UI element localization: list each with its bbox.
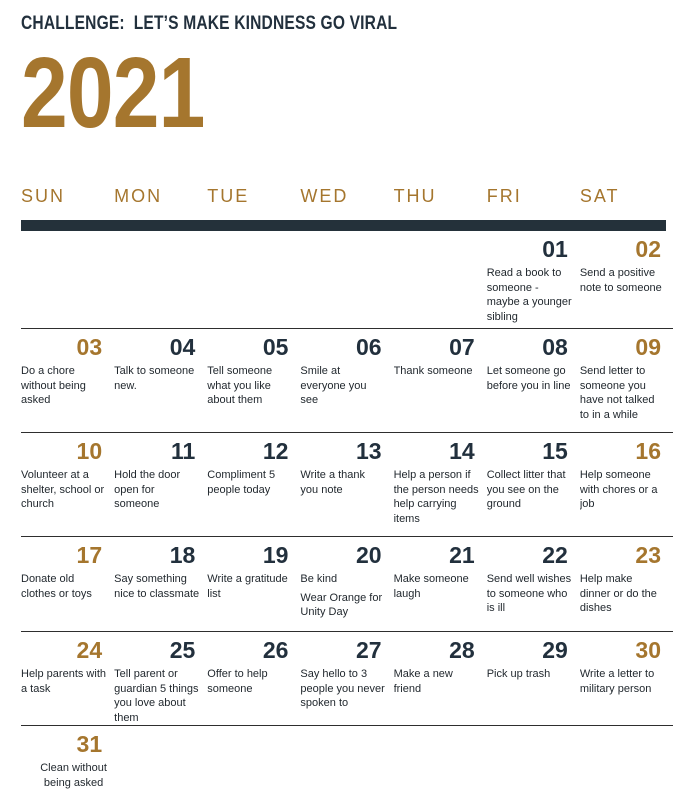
day-task — [487, 567, 580, 616]
calendar-cell — [580, 231, 673, 328]
weekday-header-fri: FRI — [486, 186, 522, 206]
day-task-text: Hold the door open for someone — [114, 469, 181, 511]
day-task-text: Offer to help someone — [207, 668, 268, 695]
day-number: 12 — [262, 438, 289, 464]
day-task — [114, 567, 207, 601]
day-task-text: Be kind — [300, 573, 338, 585]
day-number: 16 — [635, 438, 661, 464]
day-task — [300, 463, 393, 497]
calendar-cell-empty — [114, 726, 207, 807]
day-number: 26 — [262, 637, 289, 663]
calendar-cell — [394, 537, 487, 631]
page-title: CHALLENGE: LET’S MAKE KINDNESS GO VIRAL — [21, 13, 398, 34]
calendar-cell — [580, 632, 673, 725]
day-task-text: Send well wishes to someone who is ill — [486, 573, 572, 615]
day-task-text: Help someone with chores or a job — [579, 469, 658, 511]
day-number: 06 — [355, 334, 382, 360]
calendar-cell-empty — [207, 231, 300, 328]
day-number: 31 — [76, 731, 103, 758]
week-row — [21, 433, 673, 537]
day-task-text: Make someone laugh — [393, 573, 469, 600]
day-task — [487, 261, 580, 324]
day-number: 19 — [262, 542, 289, 568]
day-number: 30 — [635, 637, 661, 663]
day-task — [207, 662, 300, 696]
calendar-cell — [300, 329, 393, 432]
day-number: 28 — [449, 637, 475, 663]
day-task — [580, 463, 673, 512]
day-number: 27 — [355, 637, 382, 663]
day-task-text: Thank someone — [393, 365, 473, 377]
day-task-text: Say something nice to classmate — [114, 573, 200, 600]
calendar-cell — [21, 726, 114, 807]
day-number: 07 — [449, 334, 475, 360]
day-number: 29 — [542, 637, 568, 663]
day-number: 01 — [542, 236, 568, 262]
weekday-header-sat: SAT — [579, 186, 620, 206]
week-row — [21, 231, 673, 329]
day-task-text: Write a gratitude list — [207, 573, 288, 600]
day-task — [394, 359, 487, 379]
day-number: 18 — [169, 542, 196, 568]
calendar-cell — [114, 329, 207, 432]
day-task — [21, 756, 114, 790]
calendar-cell — [580, 433, 673, 536]
day-task-text: Send letter to someone you have not talked to in a while — [579, 365, 655, 421]
day-task — [487, 662, 580, 682]
day-task-text: Read a book to someone - maybe a younger sibling — [486, 267, 572, 323]
calendar-cell — [300, 537, 393, 631]
calendar-cell — [487, 632, 580, 725]
day-task — [207, 359, 300, 408]
calendar-cell — [207, 329, 300, 432]
calendar-cell — [21, 537, 114, 631]
day-task-text: Write a letter to military person — [579, 668, 655, 695]
day-number: 02 — [635, 236, 661, 262]
header-divider-bar — [21, 220, 666, 231]
day-task — [21, 567, 114, 601]
calendar-cell — [394, 433, 487, 536]
day-task — [21, 662, 114, 696]
day-task-text: Tell someone what you like about them — [207, 365, 273, 407]
day-task-text: Smile at everyone you see — [300, 365, 367, 407]
day-number: 20 — [355, 542, 382, 568]
calendar-cell — [207, 632, 300, 725]
day-task — [394, 662, 487, 696]
calendar-cell — [394, 632, 487, 725]
day-number: 10 — [76, 438, 103, 464]
day-task — [580, 359, 673, 422]
day-task-text: Let someone go before you in line — [486, 365, 571, 392]
day-number: 09 — [635, 334, 661, 360]
calendar-cell — [580, 537, 673, 631]
day-number: 14 — [449, 438, 475, 464]
day-number: 23 — [635, 542, 661, 568]
weekday-header-wed: WED — [300, 186, 349, 206]
day-task — [394, 567, 487, 601]
day-task — [114, 662, 207, 725]
day-task — [300, 359, 393, 408]
day-number: 21 — [449, 542, 475, 568]
day-task-text: Clean without being asked — [40, 762, 107, 789]
day-task-text: Help parents with a task — [21, 668, 106, 695]
calendar-cell — [487, 537, 580, 631]
day-task — [300, 567, 393, 620]
day-task — [580, 662, 673, 696]
calendar-cell — [21, 433, 114, 536]
day-task — [487, 463, 580, 512]
day-number: 25 — [169, 637, 196, 663]
day-task-text: Help a person if the person needs help carrying items — [393, 469, 479, 525]
day-number: 22 — [542, 542, 568, 568]
day-number: 03 — [76, 334, 103, 360]
day-task-text: Wear Orange for Unity Day — [300, 591, 383, 619]
calendar-cell — [580, 329, 673, 432]
week-row — [21, 329, 673, 433]
calendar-cell — [207, 537, 300, 631]
day-number: 15 — [542, 438, 568, 464]
day-task — [21, 463, 114, 512]
day-task — [580, 567, 673, 616]
day-task — [207, 463, 300, 497]
calendar-cell-empty — [207, 726, 300, 807]
day-task-text: Pick up trash — [486, 668, 551, 680]
weekday-header-mon: MON — [114, 186, 163, 206]
weekday-header-row — [21, 186, 673, 207]
day-number: 11 — [170, 438, 196, 464]
calendar-cell — [487, 433, 580, 536]
calendar-cell — [300, 632, 393, 725]
calendar-cell — [114, 537, 207, 631]
calendar-cell — [21, 632, 114, 725]
year-heading: 2021 — [21, 37, 205, 149]
weekday-header-tue: TUE — [207, 186, 250, 206]
day-task-text: Send a positive note to someone — [579, 267, 662, 294]
calendar-cell-empty — [487, 726, 580, 807]
calendar-cell-empty — [580, 726, 673, 807]
calendar-cell-empty — [300, 726, 393, 807]
day-task-text: Volunteer at a shelter, school or church — [21, 469, 105, 511]
day-number: 24 — [76, 637, 103, 663]
day-task-text: Talk to someone new. — [114, 365, 195, 392]
calendar-cell — [487, 329, 580, 432]
calendar-cell — [114, 433, 207, 536]
day-task-text: Collect litter that you see on the ground — [486, 469, 566, 511]
day-task — [207, 567, 300, 601]
week-row — [21, 632, 673, 726]
calendar-cell — [300, 433, 393, 536]
day-task-text: Make a new friend — [393, 668, 453, 695]
day-task-text: Say hello to 3 people you never spoken to — [300, 668, 385, 710]
calendar-cell-empty — [300, 231, 393, 328]
day-number: 05 — [262, 334, 289, 360]
day-task — [580, 261, 673, 295]
day-task — [300, 662, 393, 711]
day-task-text: Donate old clothes or toys — [21, 573, 92, 600]
day-task-text: Write a thank you note — [300, 469, 366, 496]
calendar-cell-empty — [394, 726, 487, 807]
calendar-cell-empty — [394, 231, 487, 328]
day-task-text: Help make dinner or do the dishes — [579, 573, 657, 615]
calendar-cell — [394, 329, 487, 432]
calendar-cell — [487, 231, 580, 328]
calendar-cell-empty — [114, 231, 207, 328]
weekday-header-thu: THU — [393, 186, 437, 206]
day-task — [21, 359, 114, 408]
calendar-grid — [21, 231, 673, 807]
calendar-cell — [114, 632, 207, 725]
weekday-header-sun: SUN — [21, 186, 66, 206]
day-number: 17 — [76, 542, 103, 568]
day-number: 04 — [169, 334, 196, 360]
day-task — [394, 463, 487, 526]
week-row — [21, 537, 673, 632]
calendar-cell — [207, 433, 300, 536]
week-row — [21, 726, 673, 807]
day-number: 08 — [542, 334, 568, 360]
day-task — [487, 359, 580, 393]
day-task — [114, 359, 207, 393]
day-task-text: Compliment 5 people today — [207, 469, 276, 496]
day-task — [114, 463, 207, 512]
day-task-text: Tell parent or guardian 5 things you love about them — [114, 668, 199, 724]
day-task-text: Do a chore without being asked — [21, 365, 86, 407]
calendar-cell-empty — [21, 231, 114, 328]
calendar-cell — [21, 329, 114, 432]
day-number: 13 — [355, 438, 382, 464]
